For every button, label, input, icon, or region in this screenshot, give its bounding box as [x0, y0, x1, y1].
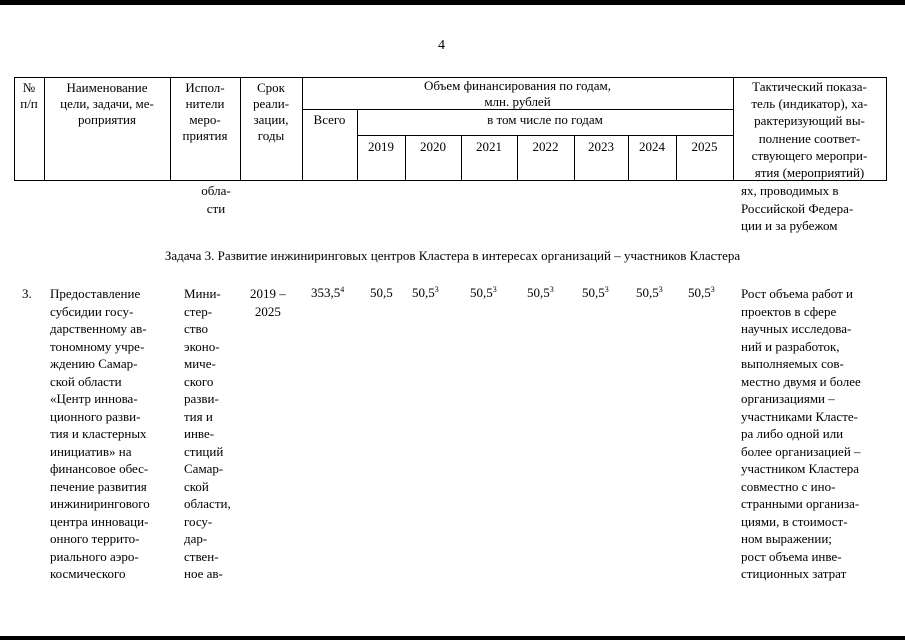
row3-value-2019: 50,5 [370, 285, 393, 300]
header-by-years: в том числе по годам [487, 112, 603, 127]
top-border [0, 0, 905, 5]
row3-name: Предоставление субсидии госу- дарственному ав- тономному учре- ждению Самар- ской области «Центр иннова- ционного разви- тия и кластерных инициатив» на финансовое обес- печение развития инжинирингового центра инноваци- онного террито- риального аэро- космического [50, 286, 150, 581]
header-executors: Испол- нители меро- приятия [182, 80, 228, 143]
header-year-2023: 2023 [588, 139, 614, 154]
header-num: № п/п [20, 80, 38, 111]
row3-value-2020: 50,5$^3$ [412, 285, 439, 300]
row3-indicator: Рост объема работ и проектов в сфере научных исследова- ний и разработок, выполняемых сов- местно двумя и более организациями – участниками Класте- ра либо одной или более организацией – участником Кластера совместно с ино- странными организа- циями, в стоимост- ном выражении; рост объема инве- стиционных затрат [741, 286, 861, 581]
header-name: Наименование цели, задачи, ме- роприятия [60, 80, 154, 127]
row3-executor: Мини- стер- ство эконо- миче- ского разви- тия и инве- стиций Самар- ской области, госу- дар- ствен- ное ав- [184, 286, 231, 581]
header-year-2019: 2019 [368, 139, 394, 154]
bottom-border [0, 636, 905, 640]
header-financing: Объем финансирования по годам, млн. рублей [423, 78, 612, 109]
row3-value-2025: 50,5$^3$ [688, 285, 715, 300]
page-number: 4 [438, 38, 445, 53]
row3-value-2023: 50,5$^3$ [582, 285, 609, 300]
executor-continuation: обла- сти [201, 183, 231, 216]
header-indicator: Тактический показа- тель (индикатор), ха- рактеризующий вы- полнение соответ- ствующего меропри- ятия (мероприятий) [751, 79, 868, 181]
row3-term: 2019 – 2025 [250, 286, 286, 319]
header-year-2025: 2025 [691, 139, 718, 154]
header-year-2021: 2021 [476, 139, 502, 154]
row3-total: 353,5$^4$ [311, 285, 345, 300]
header-term: Срок реали- зации, годы [252, 80, 290, 143]
header-total: Всего [313, 112, 346, 127]
row3-value-2022: 50,5$^3$ [527, 285, 554, 300]
indicator-continuation: ях, проводимых в Российской Федера- ции и за рубежом [741, 183, 854, 233]
task-title: Задача 3. Развитие инжиниринговых центров Кластера в интересах организаций – участников Кластера [164, 248, 741, 263]
header-year-2022: 2022 [532, 139, 559, 154]
row3-value-2024: 50,5$^3$ [636, 285, 663, 300]
row3-number: 3. [22, 286, 32, 301]
row3-value-2021: 50,5$^3$ [470, 285, 497, 300]
header-year-2020: 2020 [420, 139, 446, 154]
header-year-2024: 2024 [639, 139, 665, 154]
